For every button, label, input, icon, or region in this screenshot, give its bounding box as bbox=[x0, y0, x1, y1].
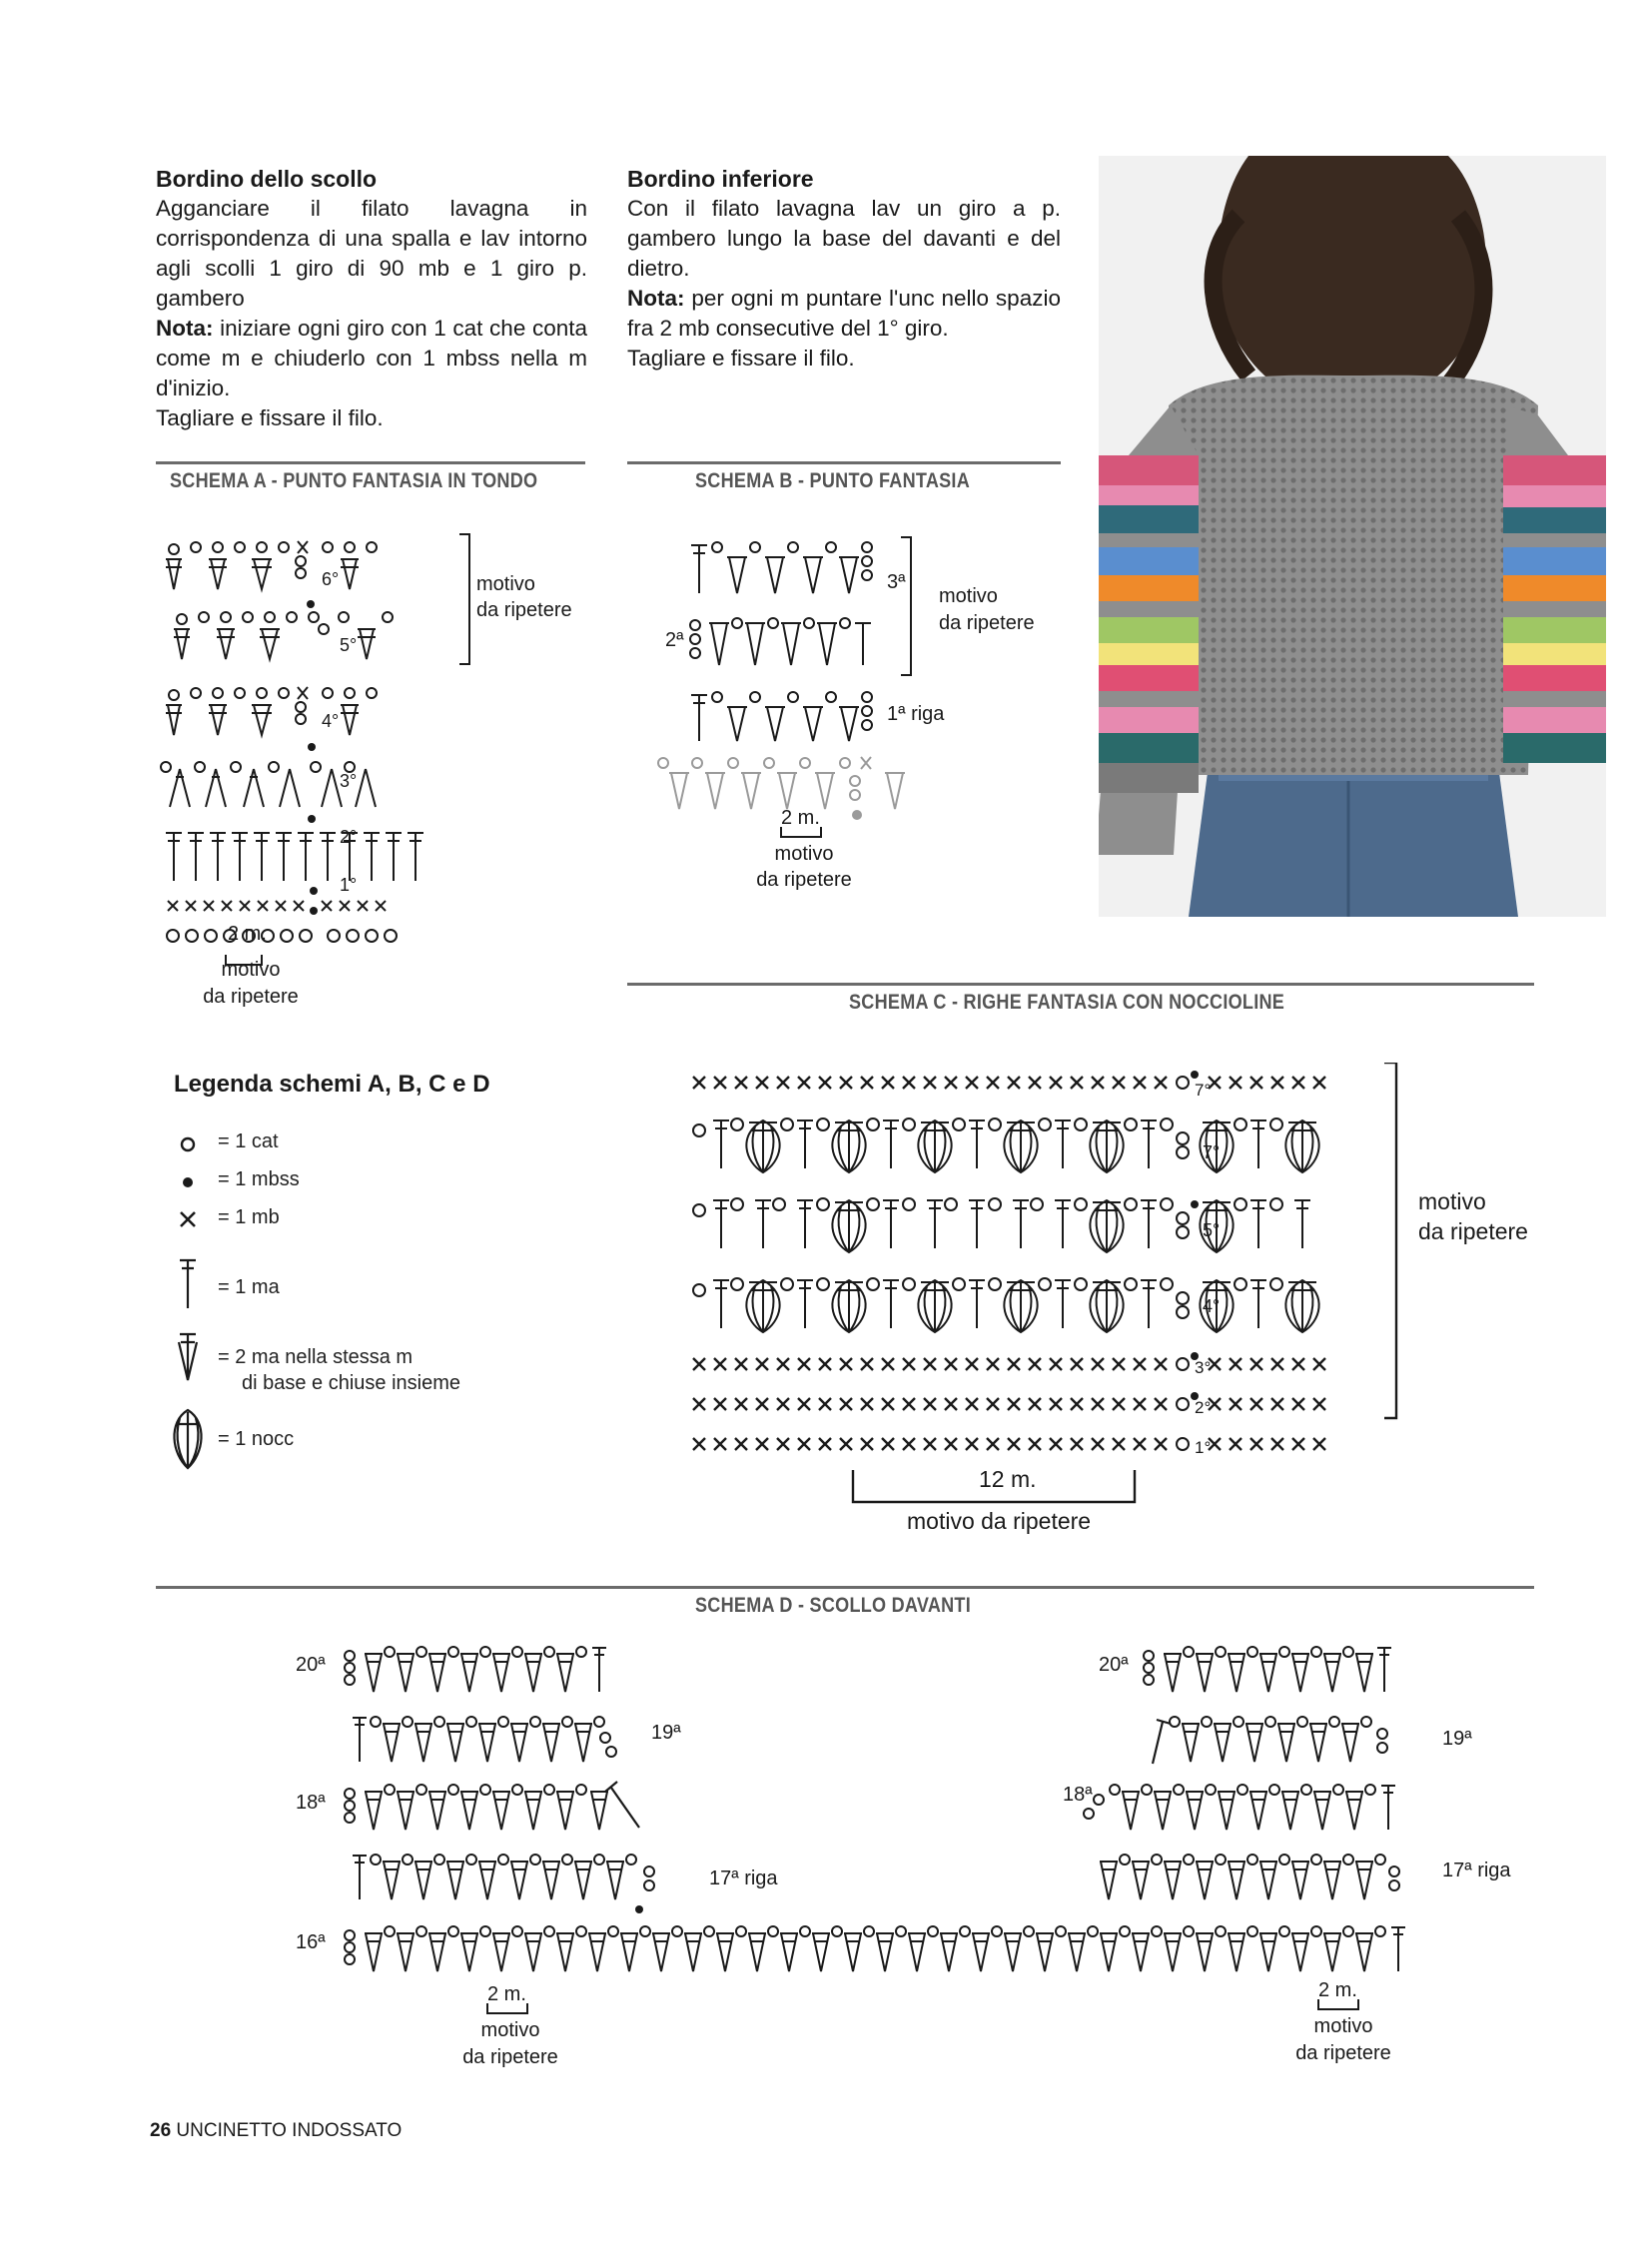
schema-c-row-sc-top bbox=[693, 1071, 1325, 1089]
schema-d-left-bottom-line1: motivo bbox=[480, 2019, 540, 2041]
bottom-edging-note-label: Nota: bbox=[627, 286, 685, 311]
schema-a-round-2: 2° bbox=[340, 827, 358, 847]
schema-d-right-width-label: 2 m. bbox=[1318, 1979, 1357, 2001]
schema-c-row-7a: 7° bbox=[1195, 1081, 1212, 1100]
schema-d-row-16 bbox=[345, 1926, 1405, 1971]
legend-icons bbox=[168, 1128, 218, 1478]
puff-stitch-icon bbox=[174, 1410, 201, 1468]
schema-d-left-row-18-label: 18ª bbox=[296, 1792, 326, 1814]
schema-a-bottom-line2: da ripetere bbox=[203, 986, 299, 1008]
schema-b-repeat-line2: da ripetere bbox=[939, 612, 1035, 634]
schema-a-width-label: 2 m. bbox=[228, 923, 267, 945]
schema-d-row-16-label: 16ª bbox=[296, 1931, 326, 1953]
schema-d-right-row-19-label: 19ª bbox=[1442, 1728, 1472, 1750]
schema-c-row-1: 1° bbox=[1195, 1438, 1212, 1457]
neck-edging-note: iniziare ogni giro con 1 cat che conta come m e chiuderlo con 1 mbss nella m d'inizio. bbox=[156, 316, 587, 400]
schema-b-bottom-line2: da ripetere bbox=[756, 869, 852, 891]
schema-b-row-3 bbox=[691, 542, 872, 593]
schema-d-right-row-20-label: 20ª bbox=[1099, 1654, 1129, 1676]
schema-c-bottom-label: motivo da ripetere bbox=[907, 1508, 1092, 1534]
schema-d-left-row-17-label: 17ª riga bbox=[709, 1868, 778, 1889]
chain-icon bbox=[182, 1138, 194, 1150]
schema-b-bottom-line1: motivo bbox=[774, 843, 834, 865]
schema-c-repeat-line1: motivo bbox=[1418, 1188, 1486, 1214]
schema-c-row-3: 3° bbox=[1195, 1358, 1212, 1377]
legend-item-double-crochet: = 1 ma bbox=[218, 1276, 280, 1298]
schema-d-right-bottom-line2: da ripetere bbox=[1295, 2042, 1391, 2064]
schema-c-repeat-line2: da ripetere bbox=[1418, 1218, 1528, 1244]
schema-d-left-bottom-line2: da ripetere bbox=[462, 2046, 558, 2068]
publication-name: UNCINETTO INDOSSATO bbox=[176, 2120, 403, 2141]
schema-d-diagram bbox=[330, 1638, 1448, 1997]
schema-c-row-2: 2° bbox=[1195, 1398, 1212, 1417]
schema-c-row-4: 4° bbox=[1203, 1296, 1221, 1316]
bottom-edging-note: per ogni m puntare l'unc nello spazio fra 2 mb consecutive del 1° giro. bbox=[627, 286, 1061, 341]
schema-c-row-sc-3 bbox=[693, 1352, 1325, 1370]
page-number: 26 bbox=[150, 2120, 172, 2141]
bottom-edging-title: Bordino inferiore bbox=[627, 166, 814, 192]
schema-d-left-row-17 bbox=[353, 1855, 654, 1913]
schema-b-row-1 bbox=[691, 692, 872, 741]
schema-a-repeat-line2: da ripetere bbox=[476, 599, 572, 621]
schema-d-left-row-19 bbox=[353, 1717, 616, 1762]
schema-d-left-row-20 bbox=[345, 1647, 606, 1692]
schema-d-rule bbox=[156, 1586, 1534, 1589]
schema-b-repeat-label bbox=[939, 583, 1035, 637]
schema-b-row-1-label: 1ª riga bbox=[887, 703, 945, 725]
schema-a-row-6 bbox=[166, 541, 377, 589]
schema-a-row-4 bbox=[166, 687, 377, 735]
schema-d-right-row-17 bbox=[1100, 1855, 1399, 1899]
sweater-photo bbox=[1099, 156, 1606, 917]
legend-item-slip-stitch: = 1 mbss bbox=[218, 1168, 300, 1190]
schema-a-round-6: 6° bbox=[322, 569, 340, 589]
schema-a-round-3: 3° bbox=[340, 771, 358, 791]
neck-edging-note-label: Nota: bbox=[156, 316, 214, 341]
schema-b-repeat-line1: motivo bbox=[939, 585, 998, 607]
schema-d-left-row-18 bbox=[345, 1782, 639, 1830]
page-footer bbox=[150, 2120, 402, 2142]
schema-b-row-2-label: 2ª bbox=[665, 629, 684, 651]
schema-a-bottom-line1: motivo bbox=[221, 959, 281, 981]
schema-b-foundation bbox=[658, 757, 905, 809]
schema-d-right-bottom-line1: motivo bbox=[1313, 2015, 1373, 2037]
schema-d-right-row-18-label: 18ª bbox=[1063, 1784, 1093, 1806]
schema-a-row-1 bbox=[168, 901, 386, 911]
schema-b-width-label: 2 m. bbox=[781, 807, 820, 829]
legend-item-dc2tog-line2: di base e chiuse insieme bbox=[242, 1372, 461, 1394]
schema-a-round-1: 1° bbox=[340, 875, 358, 895]
left-sleeve bbox=[1099, 405, 1199, 855]
double-crochet-icon bbox=[180, 1260, 196, 1308]
neck-edging-body bbox=[156, 194, 587, 433]
schema-a-row-5 bbox=[174, 612, 393, 659]
bottom-edging-finish: Tagliare e fissare il filo. bbox=[627, 346, 855, 371]
schema-c-width-label: 12 m. bbox=[979, 1466, 1037, 1492]
neck-edging-title: Bordino dello scollo bbox=[156, 166, 378, 192]
right-sleeve bbox=[1503, 405, 1606, 763]
schema-c-row-7b: 7° bbox=[1203, 1142, 1221, 1162]
schema-d-left-width-label: 2 m. bbox=[487, 1983, 526, 2005]
schema-b-bottom-label bbox=[749, 841, 859, 893]
schema-a-row-2 bbox=[166, 833, 423, 881]
schema-d-right-row-19 bbox=[1153, 1717, 1387, 1764]
schema-d-left-row-20-label: 20ª bbox=[296, 1654, 326, 1676]
schema-a-round-4: 4° bbox=[322, 711, 340, 731]
schema-c-diagram bbox=[687, 1063, 1426, 1482]
schema-c-title: SCHEMA C - RIGHE FANTASIA CON NOCCIOLINE bbox=[849, 991, 1285, 1014]
neck-edging-text: Agganciare il filato lavagna in corrispondenza di una spalla e lav intorno agli scolli 1 giro di 90 mb e 1 giro p. gambero bbox=[156, 196, 587, 311]
dc2tog-icon bbox=[179, 1334, 197, 1380]
schema-c-row-sc-1 bbox=[693, 1438, 1325, 1450]
schema-c-rule bbox=[627, 983, 1534, 986]
schema-a-foundation bbox=[167, 930, 397, 942]
slip-stitch-icon bbox=[183, 1177, 193, 1187]
schema-c-row-puff-1 bbox=[693, 1119, 1319, 1172]
schema-a-bottom-label bbox=[196, 957, 306, 1011]
legend-item-dc2tog bbox=[218, 1344, 460, 1396]
schema-a-round-5: 5° bbox=[340, 635, 358, 655]
legend-item-single-crochet: = 1 mb bbox=[218, 1206, 280, 1228]
schema-a-rule bbox=[156, 461, 585, 464]
schema-c-row-5: 5° bbox=[1203, 1220, 1221, 1240]
schema-d-left-row-19-label: 19ª bbox=[651, 1722, 681, 1744]
schema-c-row-puff-2 bbox=[693, 1278, 1319, 1332]
legend-item-puff: = 1 nocc bbox=[218, 1428, 295, 1450]
bottom-edging-section bbox=[627, 164, 1061, 374]
schema-d-right-row-17-label: 17ª riga bbox=[1442, 1860, 1511, 1881]
single-crochet-icon bbox=[181, 1212, 195, 1226]
legend-item-dc2tog-line1: = 2 ma nella stessa m bbox=[218, 1346, 413, 1368]
legend-item-chain: = 1 cat bbox=[218, 1130, 279, 1152]
schema-d-title: SCHEMA D - SCOLLO DAVANTI bbox=[695, 1594, 972, 1617]
neck-edging-finish: Tagliare e fissare il filo. bbox=[156, 405, 384, 430]
schema-a-repeat-line1: motivo bbox=[476, 573, 535, 595]
schema-b-title: SCHEMA B - PUNTO FANTASIA bbox=[695, 469, 971, 492]
schema-d-left-bottom-label bbox=[455, 2017, 565, 2071]
schema-a-title: SCHEMA A - PUNTO FANTASIA IN TONDO bbox=[170, 469, 538, 492]
legend-title: Legenda schemi A, B, C e D bbox=[174, 1071, 490, 1098]
neck-edging-section bbox=[156, 164, 587, 433]
bottom-edging-text: Con il filato lavagna lav un giro a p. gambero lungo la base del davanti e del dietro. bbox=[627, 196, 1061, 281]
schema-b-rule bbox=[627, 461, 1061, 464]
schema-d-right-row-20 bbox=[1144, 1647, 1391, 1692]
schema-d-right-row-18 bbox=[1084, 1785, 1395, 1830]
schema-b-row-2 bbox=[690, 618, 871, 665]
schema-d-right-bottom-label bbox=[1288, 2013, 1398, 2067]
schema-c-repeat-label bbox=[1418, 1186, 1528, 1246]
schema-b-row-3-label: 3ª bbox=[887, 571, 906, 593]
schema-a-repeat-label bbox=[476, 571, 572, 623]
bottom-edging-body bbox=[627, 194, 1061, 374]
schema-c-row-sc-2 bbox=[693, 1392, 1325, 1410]
